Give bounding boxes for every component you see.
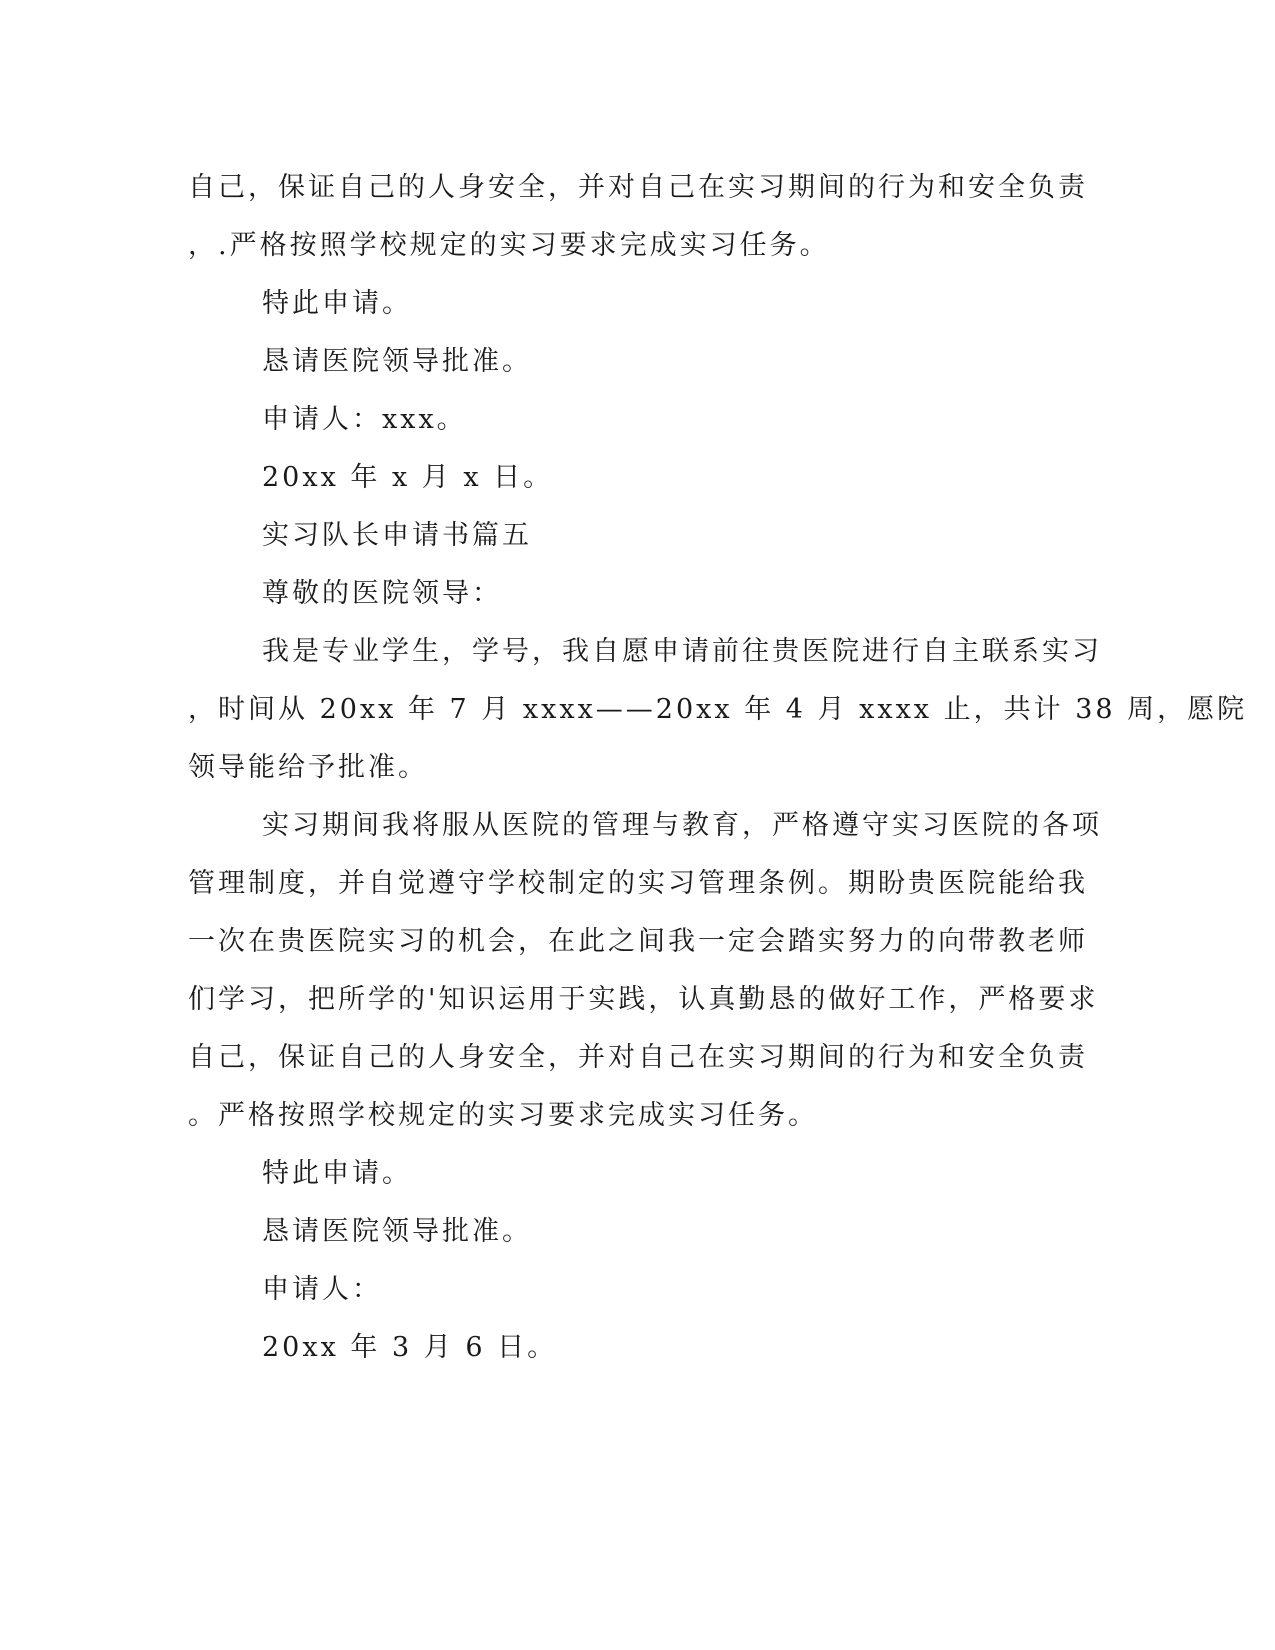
text-line: 。严格按照学校规定的实习要求完成实习任务。: [188, 1100, 818, 1131]
closing-line: 恳请医院领导批准。: [262, 1216, 532, 1247]
closing-line: 特此申请。: [262, 288, 412, 319]
text-line: 一次在贵医院实习的机会，在此之间我一定会踏实努力的向带教老师: [188, 926, 1088, 957]
date-line: 20xx 年 3 月 6 日。: [262, 1332, 558, 1363]
text-line: 自己，保证自己的人身安全，并对自己在实习期间的行为和安全负责: [188, 1042, 1088, 1073]
text-line: 实习期间我将服从医院的管理与教育，严格遵守实习医院的各项: [262, 810, 1102, 841]
section-title: 实习队长申请书篇五: [262, 520, 532, 551]
applicant-line: 申请人：xxx。: [262, 404, 467, 435]
text-line: ，.严格按照学校规定的实习要求完成实习任务。: [188, 230, 830, 261]
closing-line: 特此申请。: [262, 1158, 412, 1189]
text-line: 们学习，把所学的'知识运用于实践，认真勤恳的做好工作，严格要求: [188, 984, 1099, 1015]
salutation: 尊敬的医院领导：: [262, 578, 502, 609]
text-line: ，时间从 20xx 年 7 月 xxxx——20xx 年 4 月 xxxx 止，共计 38 周，愿院: [188, 694, 1248, 725]
closing-line: 恳请医院领导批准。: [262, 346, 532, 377]
text-line: 我是专业学生，学号，我自愿申请前往贵医院进行自主联系实习: [262, 636, 1102, 667]
text-line: 管理制度，并自觉遵守学校制定的实习管理条例。期盼贵医院能给我: [188, 868, 1088, 899]
applicant-line: 申请人：: [262, 1274, 382, 1305]
text-line: 自己，保证自己的人身安全，并对自己在实习期间的行为和安全负责: [188, 172, 1088, 203]
date-line: 20xx 年 x 月 x 日。: [262, 462, 554, 493]
text-line: 领导能给予批准。: [188, 752, 428, 783]
